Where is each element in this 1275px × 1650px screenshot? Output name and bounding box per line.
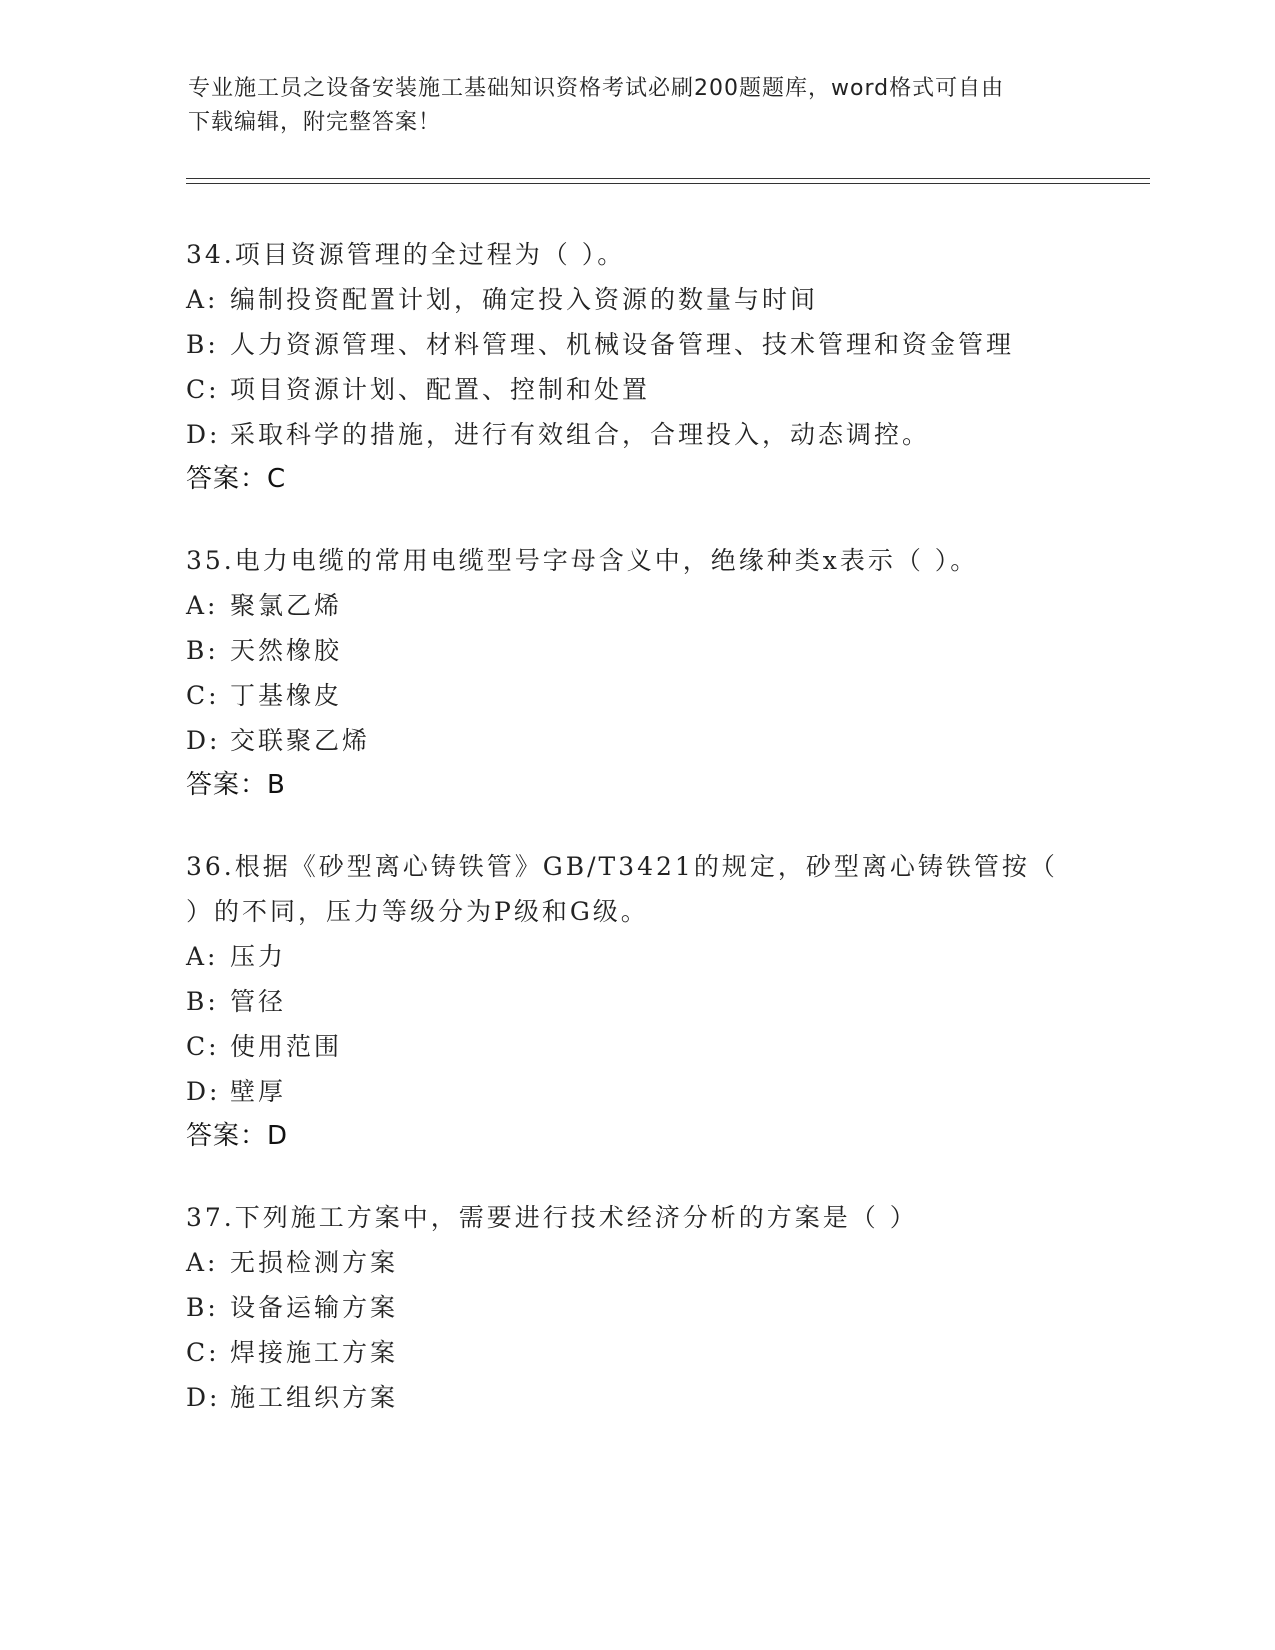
answer-text: 答案：C: [186, 464, 287, 494]
option-text: 施工组织方案: [230, 1383, 399, 1412]
option-a: [186, 934, 1086, 979]
option-text: 焊接施工方案: [230, 1338, 399, 1367]
question-text-continued: ）的不同，压力等级分为P级和G级。: [186, 897, 649, 926]
option-c: [186, 367, 1086, 412]
option-key: D:: [186, 726, 221, 755]
option-key: A:: [186, 285, 219, 314]
option-key: C:: [186, 1338, 220, 1367]
header-divider-bottom: [186, 183, 1150, 184]
option-key: B:: [186, 1293, 219, 1322]
option-a: [186, 1240, 1086, 1285]
option-key: C:: [186, 681, 220, 710]
option-c: [186, 673, 1086, 718]
option-c: [186, 1024, 1086, 1069]
option-text: 无损检测方案: [230, 1248, 399, 1277]
question-text: 37.下列施工方案中，需要进行技术经济分析的方案是（ ）: [186, 1203, 918, 1232]
option-b: [186, 1285, 1086, 1330]
answer-text: 答案：B: [186, 770, 286, 800]
option-key: B:: [186, 636, 219, 665]
question-text: 34.项目资源管理的全过程为（ ）。: [186, 240, 626, 269]
option-text: 交联聚乙烯: [230, 726, 371, 755]
option-key: D:: [186, 1383, 221, 1412]
option-text: 人力资源管理、材料管理、机械设备管理、技术管理和资金管理: [230, 330, 1015, 359]
option-text: 壁厚: [230, 1077, 287, 1106]
option-text: 项目资源计划、配置、控制和处置: [230, 375, 651, 404]
option-key: B:: [186, 987, 219, 1016]
option-key: C:: [186, 1032, 220, 1061]
question-text: 36.根据《砂型离心铸铁管》GB/T3421的规定，砂型离心铸铁管按（: [186, 852, 1058, 881]
option-key: A:: [186, 942, 219, 971]
question-list: [186, 232, 1086, 1456]
option-b: [186, 979, 1086, 1024]
option-key: A:: [186, 591, 219, 620]
option-text: 聚氯乙烯: [230, 591, 343, 620]
question-34: [186, 232, 1086, 502]
option-text: 使用范围: [230, 1032, 343, 1061]
header-line: 专业施工员之设备安装施工基础知识资格考试必刷200题题库，word格式可自由: [188, 76, 1005, 101]
option-a: [186, 277, 1086, 322]
option-d: [186, 1069, 1086, 1114]
option-text: 采取科学的措施，进行有效组合，合理投入，动态调控。: [230, 420, 931, 449]
option-text: 编制投资配置计划，确定投入资源的数量与时间: [230, 285, 819, 314]
question-37: [186, 1195, 1086, 1420]
document-header: [188, 72, 1068, 140]
question-text: 35.电力电缆的常用电缆型号字母含义中，绝缘种类x表示（ ）。: [186, 546, 979, 575]
option-key: D:: [186, 420, 221, 449]
option-text: 设备运输方案: [230, 1293, 399, 1322]
option-d: [186, 1375, 1086, 1420]
option-key: D:: [186, 1077, 221, 1106]
option-key: A:: [186, 1248, 219, 1277]
option-text: 管径: [230, 987, 287, 1016]
option-key: B:: [186, 330, 219, 359]
option-d: [186, 718, 1086, 763]
option-key: C:: [186, 375, 220, 404]
option-b: [186, 322, 1086, 367]
option-a: [186, 583, 1086, 628]
answer-text: 答案：D: [186, 1121, 289, 1151]
question-35: [186, 538, 1086, 808]
option-b: [186, 628, 1086, 673]
option-d: [186, 412, 1086, 457]
option-text: 压力: [230, 942, 287, 971]
option-text: 丁基橡皮: [230, 681, 343, 710]
question-36: [186, 844, 1086, 1159]
option-text: 天然橡胶: [230, 636, 343, 665]
option-c: [186, 1330, 1086, 1375]
header-line: 下载编辑，附完整答案！: [188, 110, 442, 135]
header-divider-top: [186, 178, 1150, 179]
